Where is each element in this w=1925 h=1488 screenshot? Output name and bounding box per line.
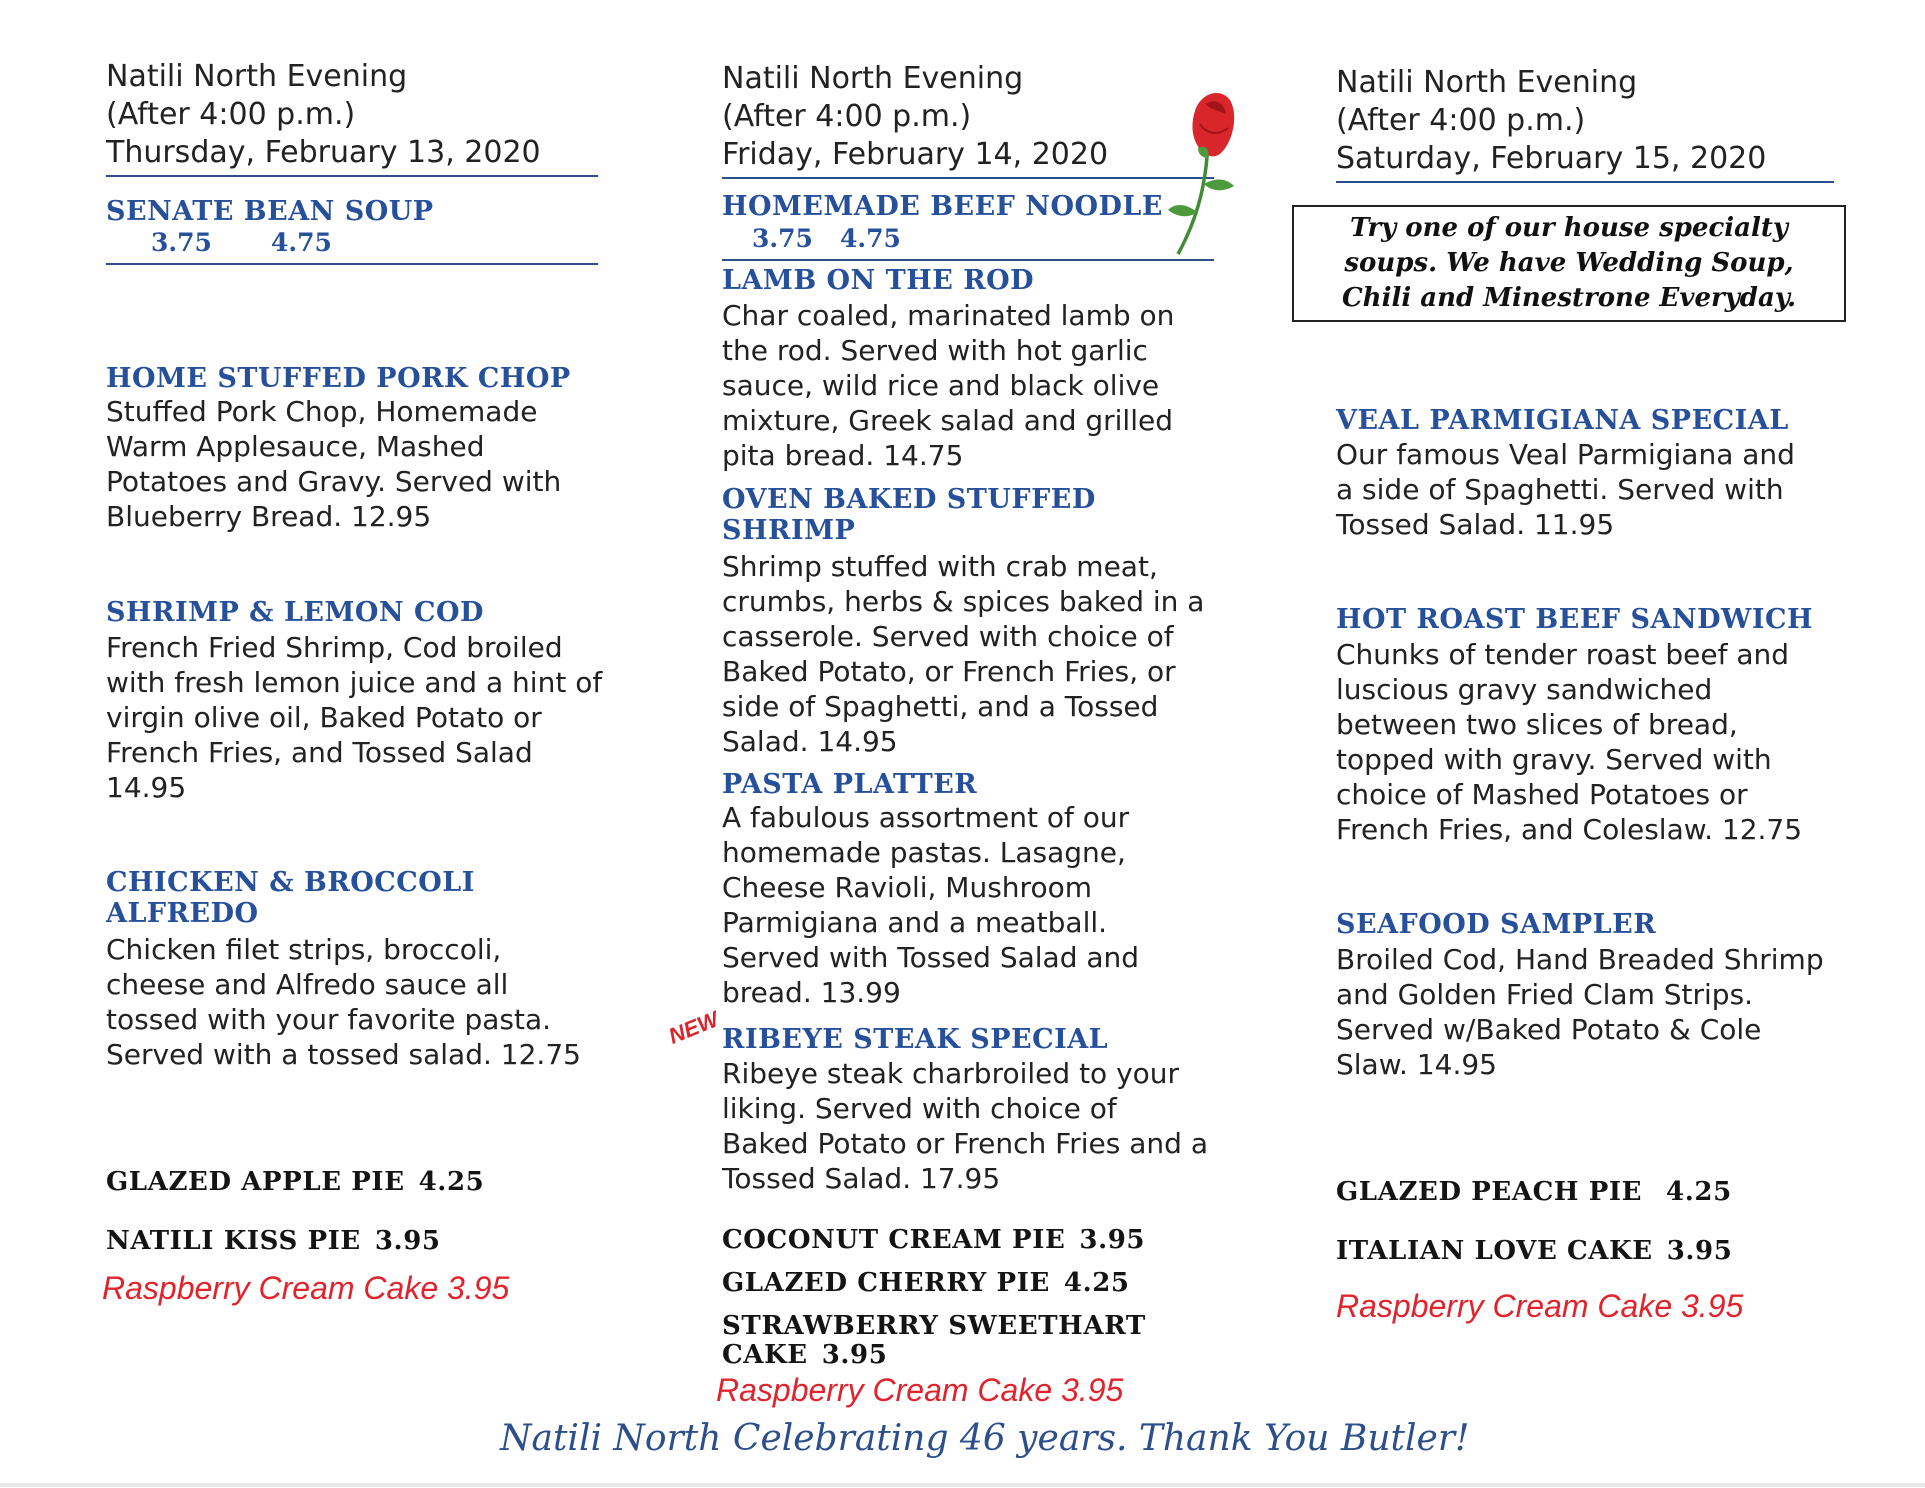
header-divider [1336, 181, 1834, 183]
soup-price-bowl: 4.75 [271, 228, 332, 257]
entree-description: Broiled Cod, Hand Breaded Shrimp and Golden Fried Clam Strips. Served w/Baked Potato & Cole Slaw. 14.95 [1336, 943, 1824, 1081]
entree-title: RIBEYE STEAK SPECIAL [722, 1024, 1109, 1055]
header-line-restaurant: Natili North Evening [1336, 65, 1638, 100]
soup-divider [106, 263, 598, 265]
header-line-hours: (After 4:00 p.m.) [722, 99, 972, 134]
header-line-restaurant: Natili North Evening [106, 59, 408, 94]
dessert-item [722, 1340, 887, 1371]
dessert-price: 3.95 [1666, 1236, 1733, 1266]
entree-description: Chicken filet strips, broccoli, cheese and Alfredo sauce all tossed with your favorite pasta. Served with a tossed salad. 12.75 [106, 933, 581, 1071]
entree-title: CHICKEN & BROCCOLI ALFREDO [106, 867, 475, 929]
dessert-item [106, 1226, 441, 1257]
dessert-name: GLAZED CHERRY PIE [722, 1268, 1050, 1298]
soup-price-cup: 3.75 [151, 228, 212, 257]
entree-description: Stuffed Pork Chop, Homemade Warm Applesauce, Mashed Potatoes and Gravy. Served with Blueberry Bread. 12.95 [106, 395, 562, 533]
soup-price-bowl: 4.75 [840, 224, 901, 253]
house-specialty-soup-note: Try one of our house specialty soups. We have Wedding Soup, Chili and Minestrone Everyday. [1292, 205, 1846, 322]
entree-description: French Fried Shrimp, Cod broiled with fresh lemon juice and a hint of virgin olive oil, Baked Potato or French Fries, and Tossed Salad 14.95 [106, 631, 603, 804]
entree-description: Chunks of tender roast beef and luscious gravy sandwiched between two slices of bread, topped with gravy. Served with choice of Mashed Potatoes or French Fries, and Coleslaw. 12.75 [1336, 638, 1803, 846]
page-bottom-edge [0, 1483, 1925, 1487]
header-line-date: Thursday, February 13, 2020 [106, 135, 541, 170]
featured-dessert: Raspberry Cream Cake 3.95 [1336, 1288, 1744, 1324]
dessert-name: NATILI KISS PIE [106, 1226, 361, 1256]
entree-description: A fabulous assortment of our homemade pastas. Lasagne, Cheese Ravioli, Mushroom Parmigiana and a meatball. Served with Tossed Salad and bread. 13.99 [722, 801, 1140, 1009]
dessert-name: CAKE [722, 1340, 808, 1370]
dessert-item [1336, 1177, 1732, 1208]
dessert-price: 4.25 [1666, 1177, 1732, 1207]
new-badge: NEW [664, 1006, 722, 1049]
soup-divider [722, 259, 1214, 261]
header-divider [722, 177, 1214, 179]
soup-title: HOMEMADE BEEF NOODLE [722, 191, 1163, 222]
header-line-date: Friday, February 14, 2020 [722, 137, 1109, 172]
dessert-name: GLAZED PEACH PIE [1336, 1177, 1643, 1207]
dessert-price: 3.95 [1079, 1225, 1146, 1255]
entree-title: HOT ROAST BEEF SANDWICH [1336, 604, 1813, 635]
dessert-name: ITALIAN LOVE CAKE [1336, 1236, 1653, 1266]
header-line-restaurant: Natili North Evening [722, 61, 1024, 96]
dessert-item [722, 1311, 1146, 1342]
soup-title: SENATE BEAN SOUP [106, 196, 434, 227]
featured-dessert: Raspberry Cream Cake 3.95 [102, 1270, 510, 1306]
dessert-item [722, 1268, 1130, 1299]
dessert-item [106, 1167, 484, 1198]
dessert-price: 3.95 [374, 1226, 441, 1256]
dessert-price: 3.95 [821, 1340, 888, 1370]
entree-title: VEAL PARMIGIANA SPECIAL [1336, 405, 1789, 436]
entree-title: PASTA PLATTER [722, 769, 978, 800]
entree-description: Our famous Veal Parmigiana and a side of Spaghetti. Served with Tossed Salad. 11.95 [1336, 438, 1795, 541]
entree-title: OVEN BAKED STUFFED SHRIMP [722, 484, 1096, 546]
featured-dessert: Raspberry Cream Cake 3.95 [716, 1372, 1124, 1408]
rose-icon [1148, 84, 1238, 259]
header-line-hours: (After 4:00 p.m.) [1336, 103, 1586, 138]
dessert-name: STRAWBERRY SWEETHART [722, 1311, 1146, 1341]
dessert-name: GLAZED APPLE PIE [106, 1167, 405, 1197]
entree-title: SHRIMP & LEMON COD [106, 597, 484, 628]
entree-title: HOME STUFFED PORK CHOP [106, 363, 571, 394]
header-line-hours: (After 4:00 p.m.) [106, 97, 356, 132]
dessert-item [1336, 1236, 1732, 1267]
entree-title: LAMB ON THE ROD [722, 265, 1035, 296]
footer-message: Natili North Celebrating 46 years. Thank You Butler! [500, 1418, 1470, 1459]
entree-description: Shrimp stuffed with crab meat, crumbs, herbs & spices baked in a casserole. Served with choice of Baked Potato, or French Fries, or side of Spaghetti, and a Tossed Salad. 14.95 [722, 550, 1205, 758]
entree-title: SEAFOOD SAMPLER [1336, 909, 1657, 940]
header-line-date: Saturday, February 15, 2020 [1336, 141, 1767, 176]
entree-description: Ribeye steak charbroiled to your liking. Served with choice of Baked Potato or French Fries and a Tossed Salad. 17.95 [722, 1057, 1208, 1195]
soup-price-cup: 3.75 [752, 224, 813, 253]
dessert-price: 4.25 [418, 1167, 485, 1197]
dessert-name: COCONUT CREAM PIE [722, 1225, 1066, 1255]
entree-description: Char coaled, marinated lamb on the rod. Served with hot garlic sauce, wild rice and black olive mixture, Greek salad and grilled pita bread. 14.75 [722, 299, 1175, 472]
header-divider [106, 175, 598, 177]
dessert-price: 4.25 [1063, 1268, 1130, 1298]
dessert-item [722, 1225, 1145, 1256]
